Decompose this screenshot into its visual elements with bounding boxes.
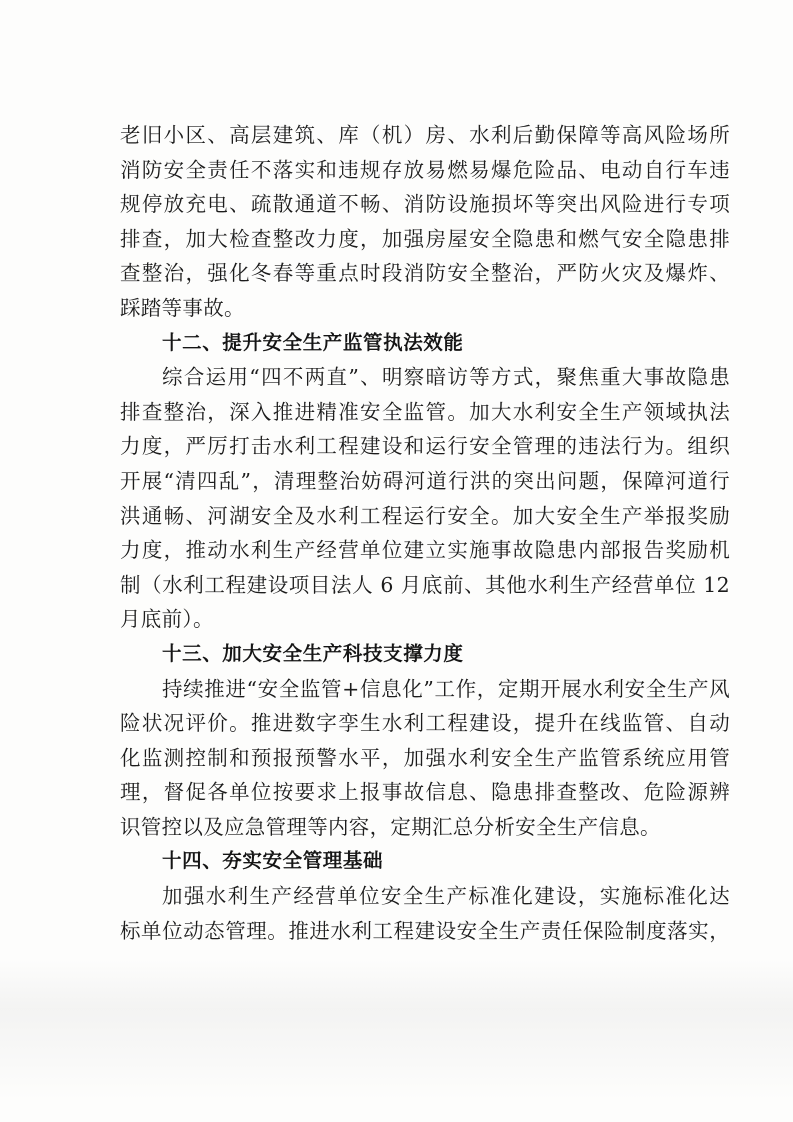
text-line: 力度，推动水利生产经营单位建立实施事故隐患内部报告奖励机 [120, 538, 730, 563]
paragraph-foundation [120, 879, 730, 948]
text-line: 月底前）。 [120, 607, 214, 632]
text-line: 力度，严厉打击水利工程建设和运行安全管理的违法行为。组织 [120, 434, 730, 459]
text-line: 洪通畅、河湖安全及水利工程运行安全。加大安全生产举报奖励 [120, 503, 730, 528]
text-line: 老旧小区、高层建筑、库（机）房、水利后勤保障等高风险场所 [120, 123, 730, 147]
text-line: 理，督促各单位按要求上报事故信息、隐患排查整改、危险源辨 [120, 780, 730, 805]
text-line: 化监测控制和预报预警水平，加强水利安全生产监管系统应用管 [120, 745, 730, 770]
text-line: 识管控以及应急管理等内容，定期汇总分析安全生产信息。 [120, 814, 661, 839]
text-line: 加强水利生产经营单位安全生产标准化建设，实施标准化达 [162, 884, 730, 909]
text-line: 排查，加大检查整改力度，加强房屋安全隐患和燃气安全隐患排 [120, 226, 730, 251]
section-heading-14: 十四、夯实安全管理基础 [162, 849, 384, 873]
text-line: 综合运用“四不两直”、明察暗访等方式，聚焦重大事故隐患 [162, 365, 730, 390]
text-line: 踩踏等事故。 [120, 295, 245, 320]
scan-shadow [0, 960, 793, 1100]
text-line: 规停放充电、疏散通道不畅、消防设施损坏等突出风险进行专项 [120, 192, 730, 217]
text-line: 消防安全责任不落实和违规存放易燃易爆危险品、电动自行车违 [120, 157, 730, 182]
paragraph-technology [120, 672, 730, 845]
paragraph-fire-safety [120, 118, 730, 326]
text-line: 险状况评价。推进数字孪生水利工程建设，提升在线监管、自动 [120, 711, 730, 736]
document-body [120, 118, 730, 948]
text-line: 查整治，强化冬春等重点时段消防安全整治，严防火灾及爆炸、 [120, 261, 730, 286]
section-heading-13: 十三、加大安全生产科技支撑力度 [162, 641, 464, 665]
text-line: 持续推进“安全监管+信息化”工作，定期开展水利安全生产风 [162, 676, 730, 701]
section-heading-12: 十二、提升安全生产监管执法效能 [162, 330, 464, 354]
text-line: 标单位动态管理。推进水利工程建设安全生产责任保险制度落实， [120, 918, 730, 943]
text-line: 制（水利工程建设项目法人 6 月底前、其他水利生产经营单位 12 [120, 572, 730, 597]
text-line: 开展“清四乱”，清理整治妨碍河道行洪的突出问题，保障河道行 [120, 468, 730, 493]
text-line: 排查整治，深入推进精准安全监管。加大水利安全生产领域执法 [120, 399, 730, 424]
paragraph-supervision [120, 360, 730, 637]
